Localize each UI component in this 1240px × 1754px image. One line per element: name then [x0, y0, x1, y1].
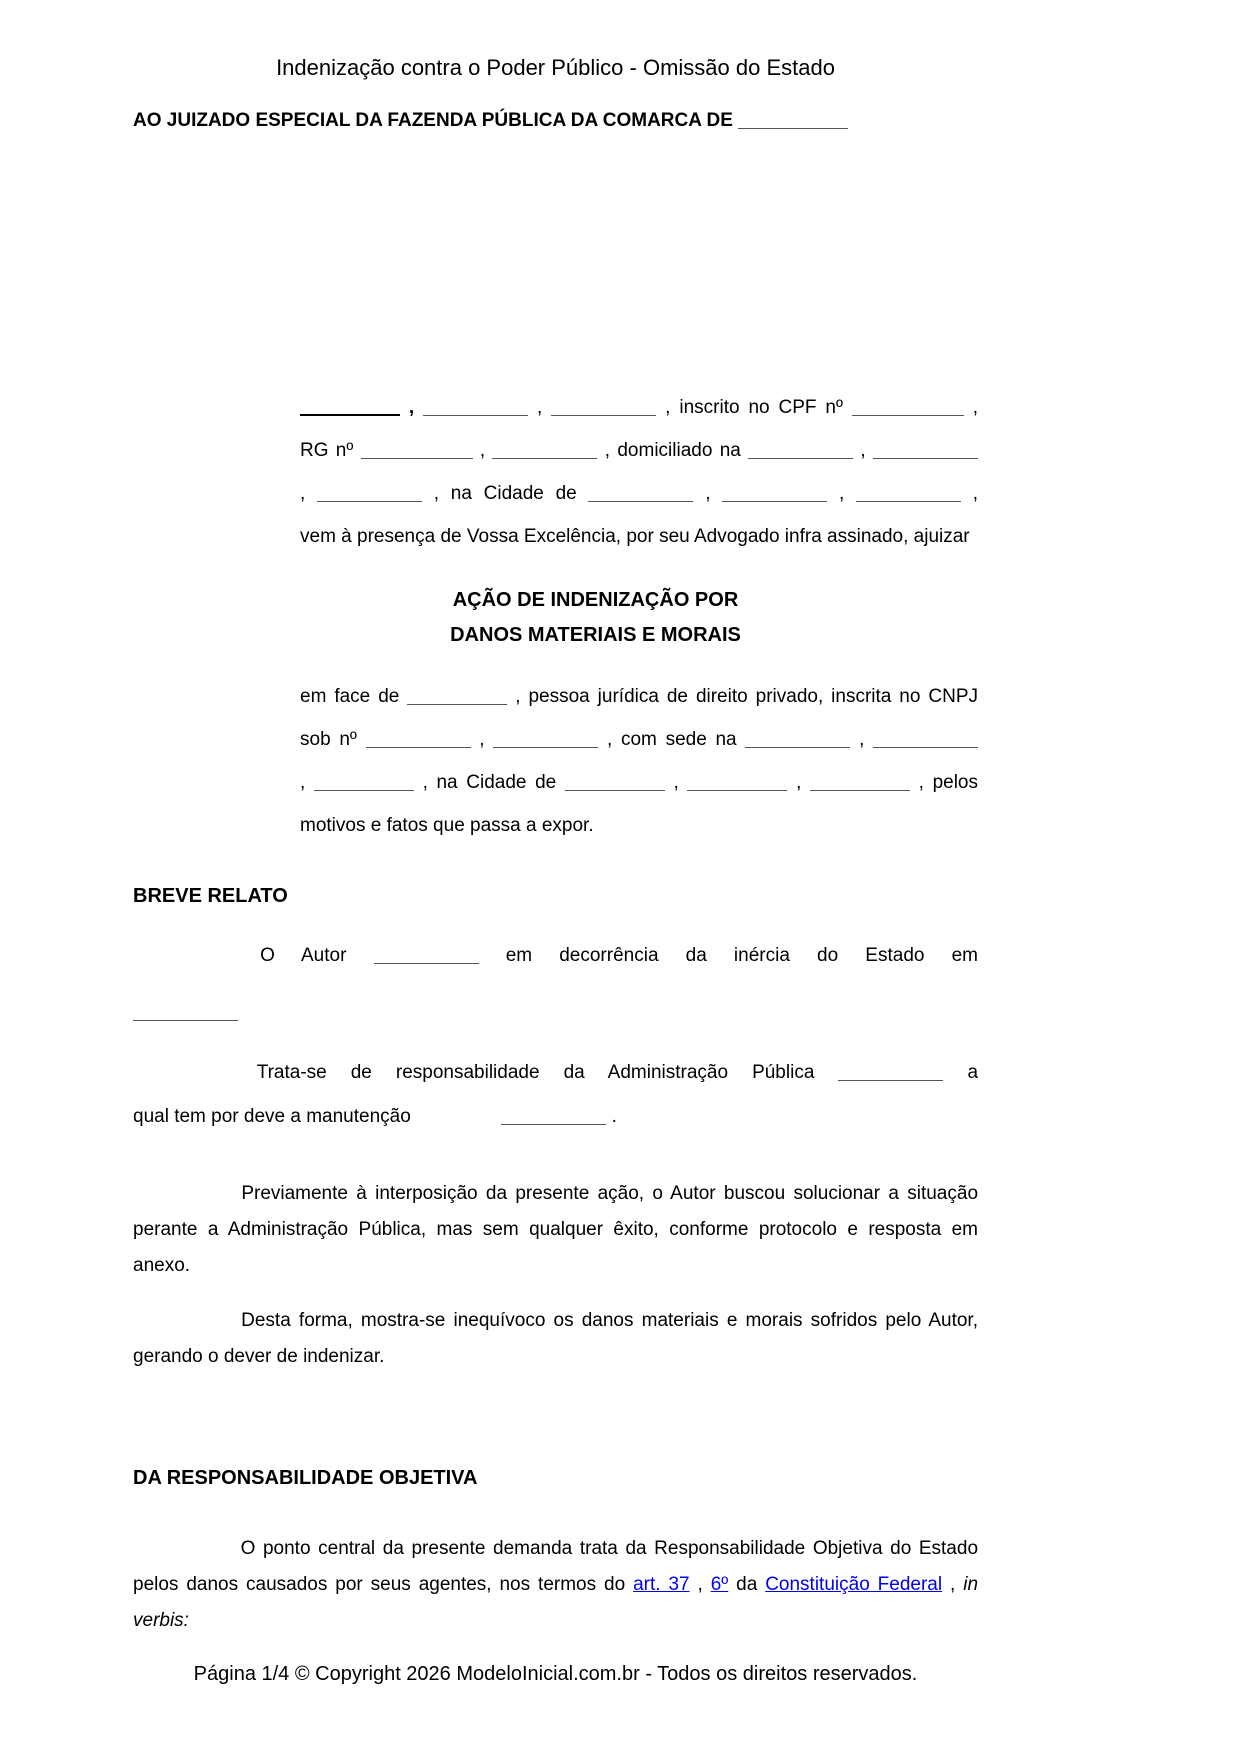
text-segment: , — [972, 397, 979, 418]
blank-field — [745, 733, 850, 748]
blank-field — [501, 1110, 606, 1125]
document-title: Indenização contra o Poder Público - Omissão do Estado — [276, 55, 835, 80]
text-segment: , — [479, 729, 494, 750]
legal-reference-link[interactable]: 6º — [710, 1574, 729, 1595]
text-line — [133, 1051, 978, 1095]
text-segment: perante a Administração Pública, mas sem qualquer êxito, conforme protocolo e resposta em — [133, 1219, 978, 1240]
previamente-paragraph — [133, 1176, 978, 1284]
action-title — [173, 583, 1018, 653]
text-segment: qual tem por deve a manutenção — [133, 1106, 417, 1127]
text-segment: , na Cidade de — [433, 483, 589, 504]
page-footer: Página 1/4 © Copyright 2026 ModeloInicial.com.br - Todos os direitos reservados. — [193, 1663, 918, 1685]
text-segment: motivos e fatos que passa a expor. — [300, 815, 594, 836]
blank-field — [838, 1066, 943, 1081]
text-line — [133, 1531, 978, 1567]
text-segment: , na Cidade de — [422, 772, 565, 793]
tratase-paragraph — [133, 1051, 978, 1139]
blank-field — [722, 487, 827, 502]
blank-field — [856, 487, 961, 502]
text-segment: anexo. — [133, 1255, 191, 1276]
text-segment: , — [479, 440, 493, 461]
text-line — [133, 1095, 978, 1139]
blank-field — [873, 733, 978, 748]
text-line — [133, 1339, 978, 1375]
text-segment: , — [796, 772, 811, 793]
text-segment: , — [860, 440, 873, 461]
text-line — [300, 386, 978, 429]
text-line — [133, 984, 978, 1041]
desta-forma-paragraph — [133, 1303, 978, 1375]
text-line — [133, 1303, 978, 1339]
text-segment: , — [408, 397, 424, 418]
text-line — [300, 429, 978, 472]
legal-reference-link[interactable]: Constituição Federal — [765, 1574, 943, 1595]
text-line — [300, 718, 978, 761]
blank-field — [133, 1006, 238, 1021]
ponto-central-paragraph — [133, 1531, 978, 1639]
blank-field — [810, 776, 910, 791]
legal-reference-link[interactable]: art. 37 — [633, 1574, 690, 1595]
text-segment: , pessoa jurídica de direito privado, inscrita no CNPJ — [515, 686, 979, 707]
blank-field — [423, 401, 528, 416]
text-segment: , inscrito no CPF nº — [665, 397, 852, 418]
text-line — [300, 515, 978, 558]
text-segment: gerando o dever de indenizar. — [133, 1346, 385, 1367]
text-line — [133, 108, 978, 134]
text-segment: RG nº — [300, 440, 361, 461]
blank-field — [317, 487, 422, 502]
blank-field — [314, 776, 414, 791]
text-segment: , — [300, 772, 314, 793]
blank-field — [748, 444, 853, 459]
text-line — [133, 1248, 978, 1284]
autor-paragraph — [133, 927, 978, 1041]
text-segment: . — [611, 1106, 617, 1127]
action-title-line1: AÇÃO DE INDENIZAÇÃO POR — [452, 589, 739, 611]
text-segment: vem à presença de Vossa Excelência, por seu Advogado infra assinado, ajuizar — [300, 526, 970, 547]
text-line — [300, 761, 978, 804]
text-segment: , — [697, 1574, 711, 1595]
plaintiff-qualification-paragraph — [300, 386, 978, 558]
text-line — [300, 472, 978, 515]
blank-field — [300, 400, 400, 416]
blank-field — [565, 776, 665, 791]
section-heading-responsabilidade-objetiva: DA RESPONSABILIDADE OBJETIVA — [133, 1467, 478, 1489]
defendant-paragraph — [300, 675, 978, 847]
blank-field — [551, 401, 656, 416]
text-line — [133, 1567, 978, 1603]
text-segment: , — [705, 483, 723, 504]
text-line — [133, 1212, 978, 1248]
text-segment: O ponto central da presente demanda trata da Responsabilidade Objetiva do Estado — [240, 1538, 979, 1559]
text-segment: , — [537, 397, 552, 418]
text-line — [133, 1603, 978, 1639]
text-segment: in — [963, 1574, 979, 1595]
text-segment: a — [967, 1062, 979, 1083]
text-segment: da — [736, 1574, 766, 1595]
section-heading-breve-relato: BREVE RELATO — [133, 885, 288, 907]
text-segment: Trata-se de responsabilidade da Administração Pública — [256, 1062, 839, 1083]
blank-field — [407, 690, 507, 705]
text-line — [300, 675, 978, 718]
blank-field — [852, 401, 964, 416]
text-segment: , — [950, 1574, 964, 1595]
text-segment: , — [972, 483, 979, 504]
text-line — [300, 804, 978, 847]
blank-field — [687, 776, 787, 791]
text-segment: pelos danos causados por seus agentes, nos termos do — [133, 1574, 634, 1595]
text-segment: O Autor — [260, 945, 374, 966]
text-segment: , — [838, 483, 856, 504]
blank-field — [493, 733, 598, 748]
text-segment: , — [673, 772, 688, 793]
text-segment: Previamente à interposição da presente ação, o Autor buscou solucionar a situação — [241, 1183, 979, 1204]
text-segment: em face de — [300, 686, 408, 707]
text-segment: AO JUIZADO ESPECIAL DA FAZENDA PÚBLICA DA COMARCA DE — [133, 110, 739, 131]
text-line — [133, 1176, 978, 1212]
text-segment: , com sede na — [607, 729, 746, 750]
blank-field — [873, 444, 978, 459]
action-title-line2: DANOS MATERIAIS E MORAIS — [450, 624, 741, 646]
text-segment: verbis: — [133, 1610, 189, 1631]
addressing-line — [133, 108, 978, 134]
text-segment: Desta forma, mostra-se inequívoco os danos materiais e morais sofridos pelo Autor, — [241, 1310, 978, 1331]
blank-field — [492, 444, 597, 459]
blank-field — [588, 487, 693, 502]
blank-field — [366, 733, 471, 748]
text-segment: em decorrência da inércia do Estado em — [505, 945, 978, 966]
text-segment: , — [300, 483, 318, 504]
text-segment: , pelos — [918, 772, 978, 793]
text-line — [133, 927, 978, 984]
blank-field — [374, 949, 479, 964]
text-segment: , — [859, 729, 874, 750]
text-segment: , domiciliado na — [604, 440, 749, 461]
blank-field — [361, 444, 473, 459]
blank-field — [738, 114, 848, 129]
text-segment: sob nº — [300, 729, 366, 750]
